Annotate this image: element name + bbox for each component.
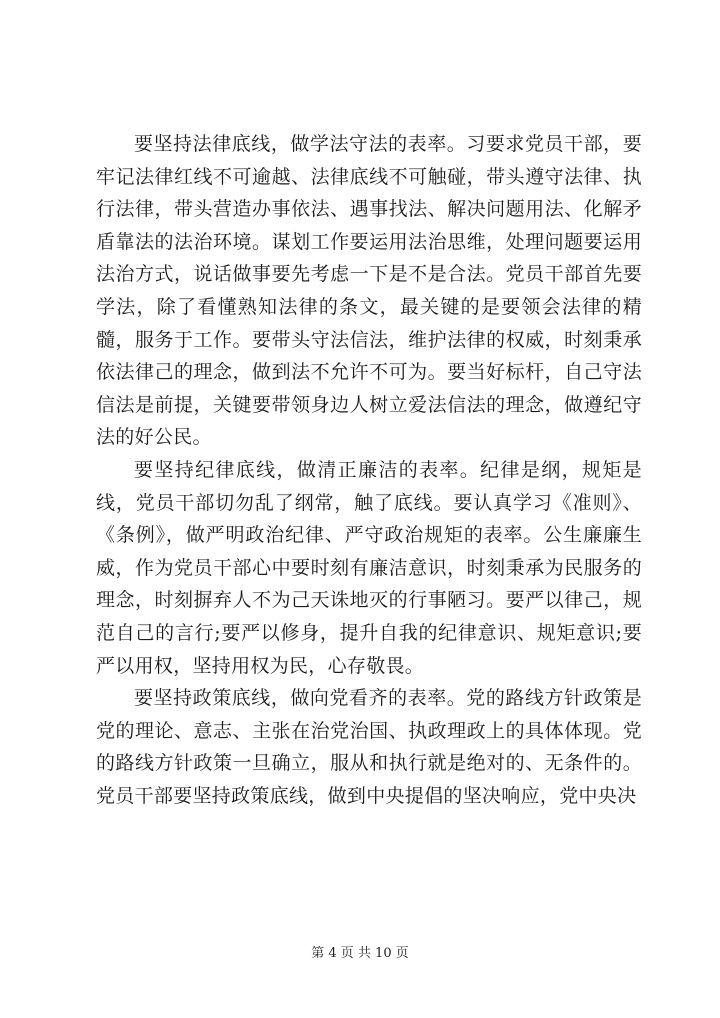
paragraph-policy-baseline: 要坚持政策底线，做向党看齐的表率。党的路线方针政策是党的理论、意志、主张在治党治国、执政理政上的具体体现。党的路线方针政策一旦确立，服从和执行就是绝对的、无条件的。党员干部要坚持政策底线，做到中央提倡的坚决响应，党中央决 xyxy=(96,687,642,807)
document-body xyxy=(96,128,642,812)
page-number-footer: 第 4 页 共 10 页 xyxy=(311,946,409,961)
paragraph-legal-baseline: 要坚持法律底线，做学法守法的表率。习要求党员干部，要牢记法律红线不可逾越、法律底线不可触碰，带头遵守法律、执行法律，带头营造办事依法、遇事找法、解决问题用法、化解矛盾靠法的法治环境。谋划工作要运用法治思维，处理问题要运用法治方式，说话做事要先考虑一下是不是合法。党员干部首先要学法，除了看懂熟知法律的条文，最关键的是要领会法律的精髓，服务于工作。要带头守法信法，维护法律的权威，时刻秉承依法律己的理念，做到法不允许不可为。要当好标杆，自己守法信法是前提，关键要带领身边人树立爱法信法的理念，做遵纪守法的好公民。 xyxy=(96,133,642,449)
paragraph-discipline-baseline: 要坚持纪律底线，做清正廉洁的表率。纪律是纲，规矩是线，党员干部切勿乱了纲常，触了底线。要认真学习《准则》、《条例》，做严明政治纪律、严守政治规矩的表率。公生廉廉生威，作为党员干部心中要时刻有廉洁意识，时刻秉承为民服务的理念，时刻摒弃人不为己天诛地灭的行事陋习。要严以律己，规范自己的言行;要严以修身，提升自我的纪律意识、规矩意识;要严以用权，坚持用权为民，心存敬畏。 xyxy=(96,458,642,677)
